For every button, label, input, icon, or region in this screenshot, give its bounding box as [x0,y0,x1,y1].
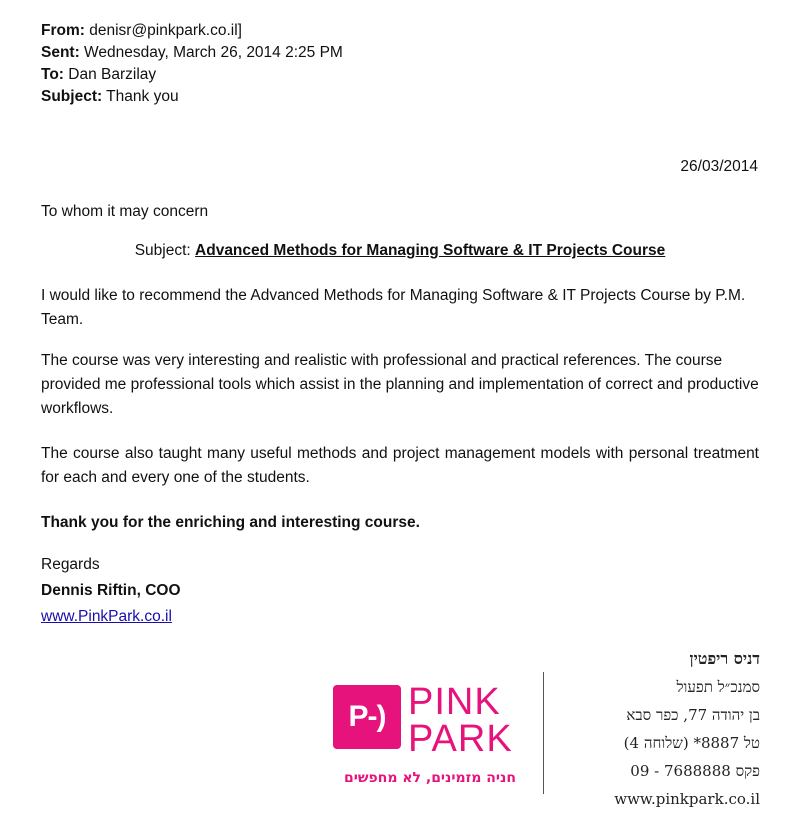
paragraph-1: I would like to recommend the Advanced Methods for Managing Software & IT Projects Course by P.M. Team. [41,287,746,328]
logo-word-park: PARK [408,718,513,760]
email-header [41,20,343,108]
signer-name: Dennis Riftin, COO [41,582,181,599]
logo-slogan: חניה מזמינים, לא מחפשים [344,770,516,786]
logo-mark: P-) [348,700,386,733]
subject-prefix: Subject: [134,242,196,259]
regards: Regards [41,556,100,573]
website-line [41,605,759,629]
card-fax: פקס 7688888 - 09 [630,762,760,780]
subject-label: Subject: [41,88,103,105]
to-value: Dan Barzilay [63,66,157,83]
to-label: To: [41,66,64,83]
subject-line-header [41,86,343,108]
card-title: סמנכ״ל תפעול [676,678,760,696]
from-value: denisr@pinkpark.co.il] [84,22,242,39]
card-phone: טל 8887* (שלוחה 4) [623,734,760,752]
card-web: www.pinkpark.co.il [614,790,760,808]
sent-value: Wednesday, March 26, 2014 2:25 PM [79,44,343,61]
thanks-line: Thank you for the enriching and interesting course. [41,514,420,531]
letter-subject [0,242,800,260]
paragraph-3: The course also taught many useful methods and project management models with personal treatment for each and every one of the students. [41,445,759,486]
website-link[interactable]: www.PinkPark.co.il [41,608,172,625]
stamp-divider [543,672,544,794]
card-address: בן יהודה 77, כפר סבא [626,706,760,724]
sent-line [41,42,343,64]
subject-value: Thank you [102,88,179,105]
from-label: From: [41,22,85,39]
subject-title: Advanced Methods for Managing Software & IT Projects Course [195,242,666,259]
business-card [555,645,760,813]
from-line [41,20,343,42]
letter-date: 26/03/2014 [680,158,758,175]
paragraph-2: The course was very interesting and realistic with professional and practical references. The course provided me professional tools which assist in the planning and implementation of correct and productive workflows. [41,352,759,417]
logo-word-pink: PINK [408,681,501,723]
card-name: דניס ריפטין [689,649,760,668]
pinkpark-logo-icon [333,685,401,749]
salutation: To whom it may concern [41,203,209,220]
to-line [41,64,343,86]
sent-label: Sent: [41,44,80,61]
